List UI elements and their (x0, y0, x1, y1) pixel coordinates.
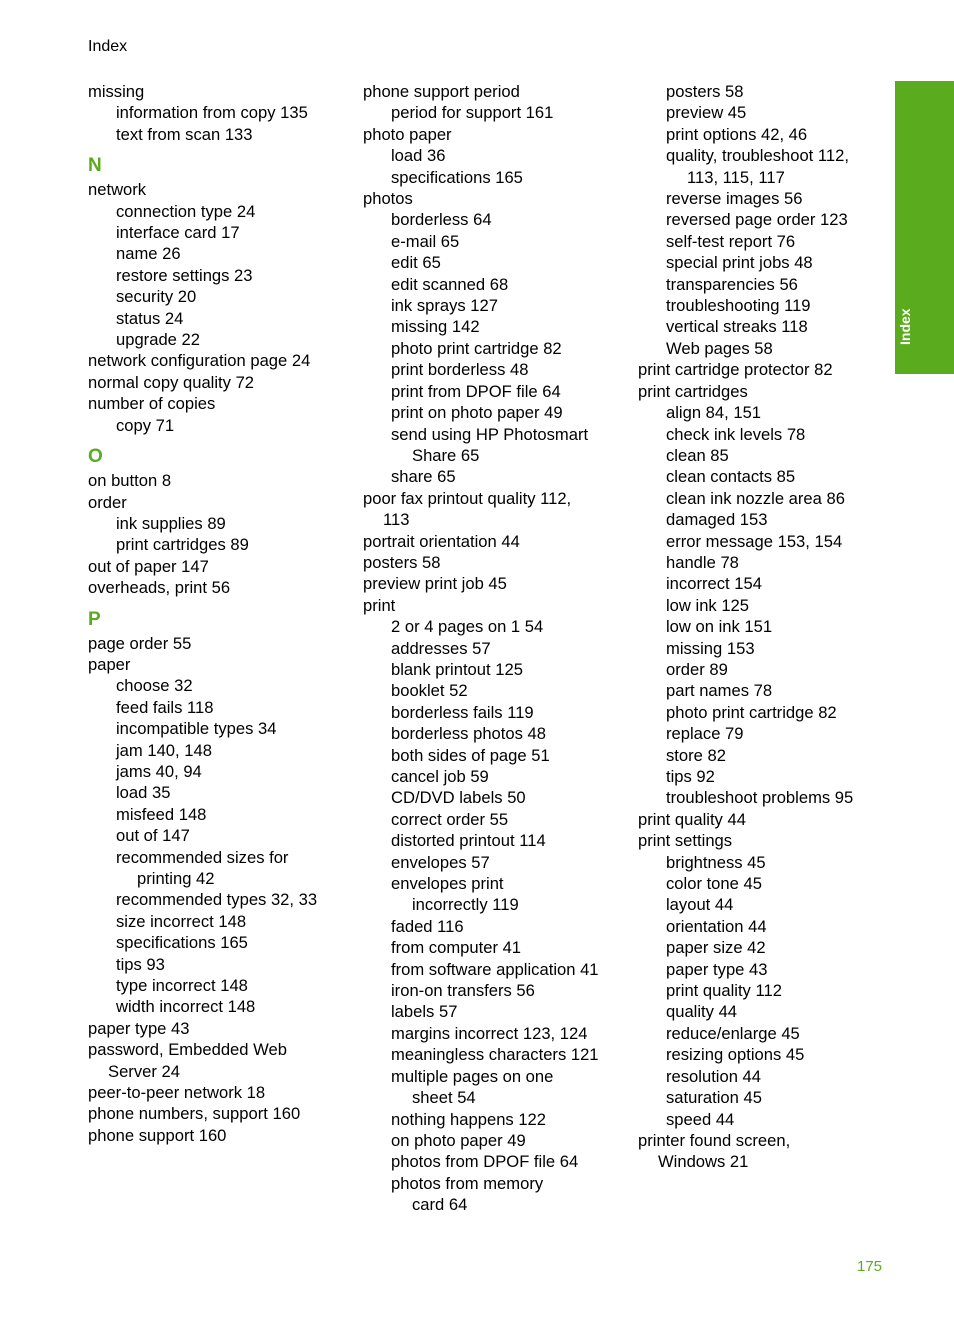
index-entry: normal copy quality 72 (88, 372, 255, 392)
index-subentry: specifications 165 (116, 933, 248, 953)
index-subentry: period for support 161 (391, 103, 554, 123)
index-subentry: special print jobs 48 (666, 253, 813, 273)
index-subentry: feed fails 118 (116, 697, 214, 717)
index-subentry: edit scanned 68 (391, 274, 509, 294)
index-subentry: from computer 41 (391, 938, 522, 958)
index-subentry: recommended sizes for (116, 847, 289, 867)
section-letter-o: O (88, 446, 103, 468)
index-subentry: missing 153 (666, 638, 755, 658)
index-entry: paper (88, 654, 131, 674)
index-subentry: out of 147 (116, 826, 190, 846)
index-subentry: troubleshoot problems 95 (666, 788, 854, 808)
index-subentry: width incorrect 148 (116, 997, 256, 1017)
index-subentry: error message 153, 154 (666, 531, 843, 551)
index-entry: missing (88, 82, 145, 101)
index-subentry: correct order 55 (391, 809, 509, 829)
index-entry: portrait orientation 44 (363, 531, 520, 551)
index-subentry: share 65 (391, 467, 456, 487)
index-subentry: part names 78 (666, 681, 773, 701)
index-subentry: choose 32 (116, 676, 193, 696)
index-subentry: align 84, 151 (666, 403, 762, 423)
index-subentry: edit 65 (391, 253, 441, 273)
index-subentry: security 20 (116, 287, 197, 307)
index-subentry: send using HP Photosmart (391, 424, 589, 444)
index-subentry-wrap: incorrectly 119 (412, 895, 519, 915)
index-subentry: blank printout 125 (391, 659, 523, 679)
index-subentry: text from scan 133 (116, 124, 253, 144)
index-entry: posters 58 (363, 552, 441, 572)
section-letter-n: N (88, 155, 102, 177)
index-entry: on button 8 (88, 471, 172, 491)
index-subentry: resizing options 45 (666, 1045, 805, 1065)
index-subentry: CD/DVD labels 50 (391, 788, 526, 808)
index-subentry: on photo paper 49 (391, 1130, 526, 1150)
index-subentry: paper type 43 (666, 959, 768, 979)
index-subentry: layout 44 (666, 895, 734, 915)
index-entry: print cartridge protector 82 (638, 360, 833, 380)
index-subentry: load 35 (116, 783, 171, 803)
index-subentry: vertical streaks 118 (666, 317, 808, 337)
index-entry: order (88, 492, 127, 512)
index-entry: print quality 44 (638, 809, 746, 829)
index-subentry: speed 44 (666, 1109, 735, 1129)
index-subentry: reversed page order 123 (666, 210, 848, 230)
index-subentry: posters 58 (666, 82, 744, 101)
index-entry: network (88, 180, 147, 200)
index-entry: phone support 160 (88, 1125, 227, 1145)
index-subentry: print borderless 48 (391, 360, 529, 380)
index-subentry: labels 57 (391, 1002, 458, 1022)
index-subentry: replace 79 (666, 724, 744, 744)
index-entry: print settings (638, 831, 733, 851)
index-entry: page order 55 (88, 633, 192, 653)
section-tab-label: Index (897, 308, 913, 345)
index-subentry: faded 116 (391, 916, 464, 936)
index-subentry: ink supplies 89 (116, 513, 226, 533)
index-subentry: handle 78 (666, 552, 739, 572)
index-subentry: information from copy 135 (116, 103, 308, 123)
index-subentry: clean contacts 85 (666, 467, 796, 487)
index-subentry: both sides of page 51 (391, 745, 550, 765)
index-subentry-wrap: printing 42 (137, 869, 215, 888)
index-entry: network configuration page 24 (88, 351, 311, 371)
index-subentry: print from DPOF file 64 (391, 381, 561, 401)
index-subentry: incompatible types 34 (116, 719, 277, 739)
index-subentry: clean ink nozzle area 86 (666, 488, 845, 508)
index-subentry: jam 140, 148 (116, 740, 212, 760)
section-letter-p: P (88, 608, 101, 630)
index-subentry: multiple pages on one (391, 1066, 554, 1086)
index-subentry: saturation 45 (666, 1088, 762, 1108)
index-subentry: borderless 64 (391, 210, 492, 230)
running-header: Index (88, 38, 128, 55)
index-subentry: photo print cartridge 82 (391, 338, 562, 358)
index-subentry: missing 142 (391, 317, 480, 337)
index-entry-wrap: Windows 21 (658, 1152, 749, 1172)
index-subentry: print on photo paper 49 (391, 403, 563, 423)
index-subentry: connection type 24 (116, 201, 256, 221)
index-subentry: envelopes 57 (391, 852, 490, 872)
index-subentry: size incorrect 148 (116, 911, 247, 931)
index-subentry: copy 71 (116, 415, 175, 435)
index-subentry: tips 92 (666, 767, 715, 786)
page-number: 175 (857, 1258, 883, 1275)
index-subentry: upgrade 22 (116, 330, 200, 350)
index-subentry: distorted printout 114 (391, 831, 546, 851)
index-entry: printer found screen, (638, 1130, 791, 1150)
index-subentry: Web pages 58 (666, 338, 773, 358)
index-subentry: e-mail 65 (391, 231, 460, 251)
index-entry: phone numbers, support 160 (88, 1104, 301, 1124)
index-entry: photo paper (363, 124, 452, 144)
index-subentry: name 26 (116, 244, 181, 264)
index-subentry: interface card 17 (116, 223, 240, 243)
index-subentry: addresses 57 (391, 638, 491, 658)
index-subentry: load 36 (391, 146, 446, 166)
index-column-1 (88, 81, 358, 1146)
index-subentry: transparencies 56 (666, 274, 798, 294)
index-subentry: quality 44 (666, 1002, 738, 1022)
index-subentry: cancel job 59 (391, 767, 489, 786)
index-subentry: self-test report 76 (666, 231, 796, 251)
index-subentry: incorrect 154 (666, 574, 762, 594)
index-entry: phone support period (363, 82, 520, 101)
index-subentry: photos from memory (391, 1173, 544, 1193)
index-subentry: brightness 45 (666, 852, 766, 872)
index-subentry: paper size 42 (666, 938, 766, 958)
index-subentry: misfeed 148 (116, 804, 207, 824)
index-subentry: borderless photos 48 (391, 724, 546, 744)
index-entry: photos (363, 189, 413, 209)
index-subentry: color tone 45 (666, 874, 762, 894)
index-subentry: envelopes print (391, 874, 504, 894)
index-subentry: store 82 (666, 745, 726, 765)
index-subentry: specifications 165 (391, 167, 523, 187)
index-entry: paper type 43 (88, 1018, 190, 1038)
index-subentry: nothing happens 122 (391, 1109, 547, 1129)
index-entry: peer-to-peer network 18 (88, 1083, 266, 1103)
index-subentry-wrap: Share 65 (412, 445, 480, 465)
index-subentry-wrap: sheet 54 (412, 1088, 476, 1108)
index-subentry: 2 or 4 pages on 1 54 (391, 617, 544, 637)
index-entry: overheads, print 56 (88, 578, 231, 598)
index-subentry: margins incorrect 123, 124 (391, 1023, 588, 1043)
index-subentry: quality, troubleshoot 112, (666, 146, 849, 166)
index-subentry: restore settings 23 (116, 265, 253, 285)
index-subentry: preview 45 (666, 103, 747, 123)
index-subentry: photos from DPOF file 64 (391, 1152, 579, 1172)
index-column-3 (638, 81, 908, 1173)
index-subentry-wrap: card 64 (412, 1195, 468, 1215)
index-subentry: damaged 153 (666, 510, 768, 530)
index-subentry: booklet 52 (391, 681, 468, 701)
index-subentry: low on ink 151 (666, 617, 773, 637)
index-subentry: type incorrect 148 (116, 976, 248, 996)
index-entry-wrap: 113 (383, 510, 410, 530)
index-subentry: reduce/enlarge 45 (666, 1023, 800, 1043)
index-subentry-wrap: 113, 115, 117 (687, 167, 785, 187)
index-subentry: troubleshooting 119 (666, 296, 811, 316)
index-entry: password, Embedded Web (88, 1040, 287, 1060)
index-entry: preview print job 45 (363, 574, 507, 594)
index-subentry: jams 40, 94 (116, 761, 202, 781)
index-subentry: reverse images 56 (666, 189, 803, 209)
index-subentry: orientation 44 (666, 916, 767, 936)
index-subentry: meaningless characters 121 (391, 1045, 599, 1065)
index-column-2 (363, 81, 633, 1216)
index-subentry: check ink levels 78 (666, 424, 806, 444)
index-subentry: photo print cartridge 82 (666, 702, 837, 722)
index-entry: out of paper 147 (88, 556, 209, 576)
index-entry: number of copies (88, 394, 216, 414)
index-entry-wrap: Server 24 (108, 1061, 180, 1081)
index-entry: print (363, 595, 396, 615)
index-entry: poor fax printout quality 112, (363, 488, 572, 508)
index-subentry: recommended types 32, 33 (116, 890, 318, 910)
index-subentry: clean 85 (666, 445, 729, 465)
index-subentry: print cartridges 89 (116, 535, 249, 555)
index-subentry: iron-on transfers 56 (391, 981, 535, 1001)
index-subentry: low ink 125 (666, 595, 750, 615)
index-entry: print cartridges (638, 381, 748, 401)
index-subentry: from software application 41 (391, 959, 599, 979)
index-subentry: tips 93 (116, 954, 165, 974)
index-subentry: print quality 112 (666, 981, 782, 1001)
index-subentry: status 24 (116, 308, 184, 328)
index-subentry: print options 42, 46 (666, 124, 808, 144)
index-subentry: ink sprays 127 (391, 296, 498, 316)
index-subentry: order 89 (666, 659, 728, 679)
index-subentry: resolution 44 (666, 1066, 762, 1086)
index-subentry: borderless fails 119 (391, 702, 534, 722)
